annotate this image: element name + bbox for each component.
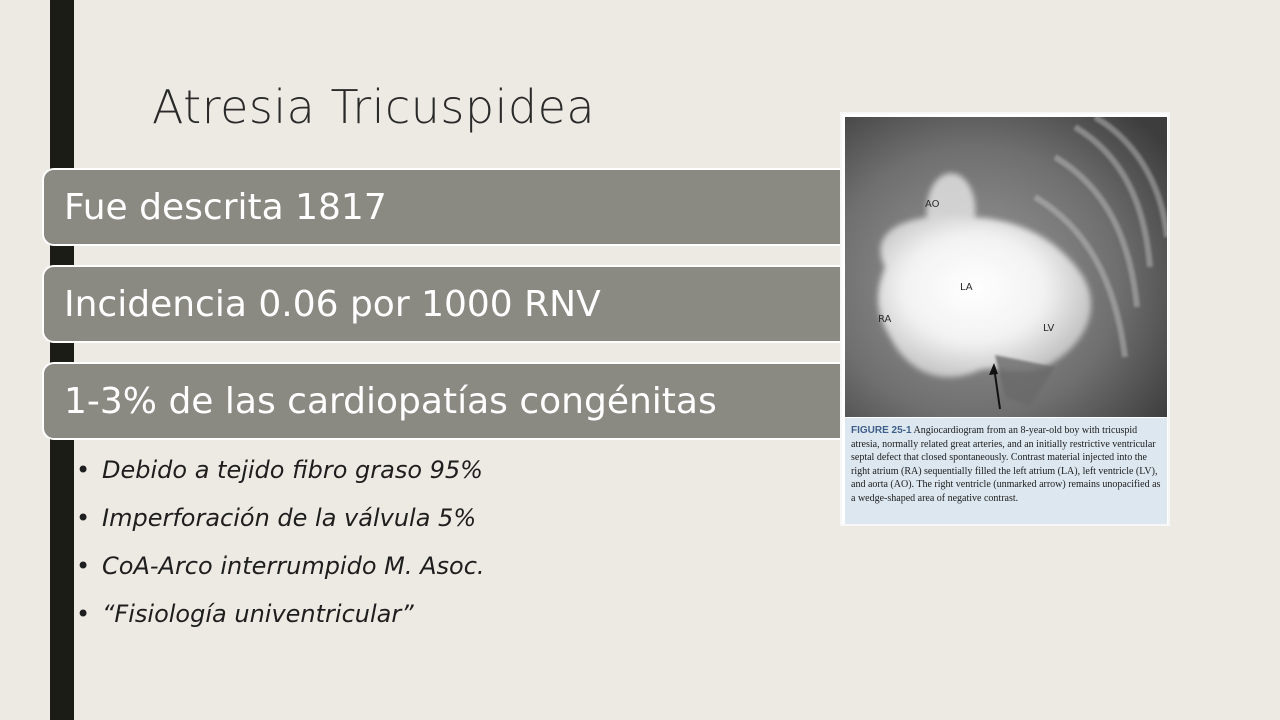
band-percentage — [42, 362, 922, 440]
band-incidence-text: Incidencia 0.06 por 1000 RNV — [64, 283, 601, 325]
bullet-item — [76, 446, 485, 494]
band-percentage-text: 1-3% de las cardiopatías congénitas — [64, 380, 717, 422]
slide-title: Atresia Tricuspidea — [152, 80, 596, 134]
left-accent-bar — [50, 0, 74, 720]
band-history-text: Fue descrita 1817 — [64, 186, 387, 228]
bullet-text: Debido a tejido fibro graso 95% — [102, 456, 483, 484]
label-ao: AO — [925, 199, 940, 210]
band-history — [42, 168, 922, 246]
angiocardiogram-figure — [840, 112, 1170, 526]
label-lv: LV — [1043, 323, 1055, 334]
bullet-dot: • — [76, 600, 91, 628]
bullet-dot: • — [76, 456, 91, 484]
angiocardiogram-image — [845, 117, 1167, 417]
bullet-text: Imperforación de la válvula 5% — [102, 504, 477, 532]
bullet-dot: • — [76, 504, 91, 532]
caption-text: Angiocardiogram from an 8-year-old boy with tricuspid atresia, normally related great arteries, and an initially restrictive ventricular septal defect that closed spontaneously. Contrast material injected into the right atrium (RA) sequentially filled the left atrium (LA), left ventricle (LV), and aorta (AO). The right ventricle (unmarked arrow) remains unopacified as a wedge-shaped area of negative contrast. — [851, 425, 1161, 504]
caption-label: FIGURE 25-1 — [851, 425, 912, 436]
label-ra: RA — [878, 314, 892, 325]
bullet-item — [76, 494, 485, 542]
bullet-text: CoA-Arco interrumpido M. Asoc. — [102, 552, 485, 580]
bullet-dot: • — [76, 552, 91, 580]
bullet-item — [76, 590, 485, 638]
bullet-list — [76, 446, 485, 638]
bullet-text: “Fisiología univentricular” — [102, 600, 414, 628]
bullet-item — [76, 542, 485, 590]
figure-caption — [845, 418, 1167, 524]
band-incidence — [42, 265, 922, 343]
label-la: LA — [960, 282, 973, 293]
